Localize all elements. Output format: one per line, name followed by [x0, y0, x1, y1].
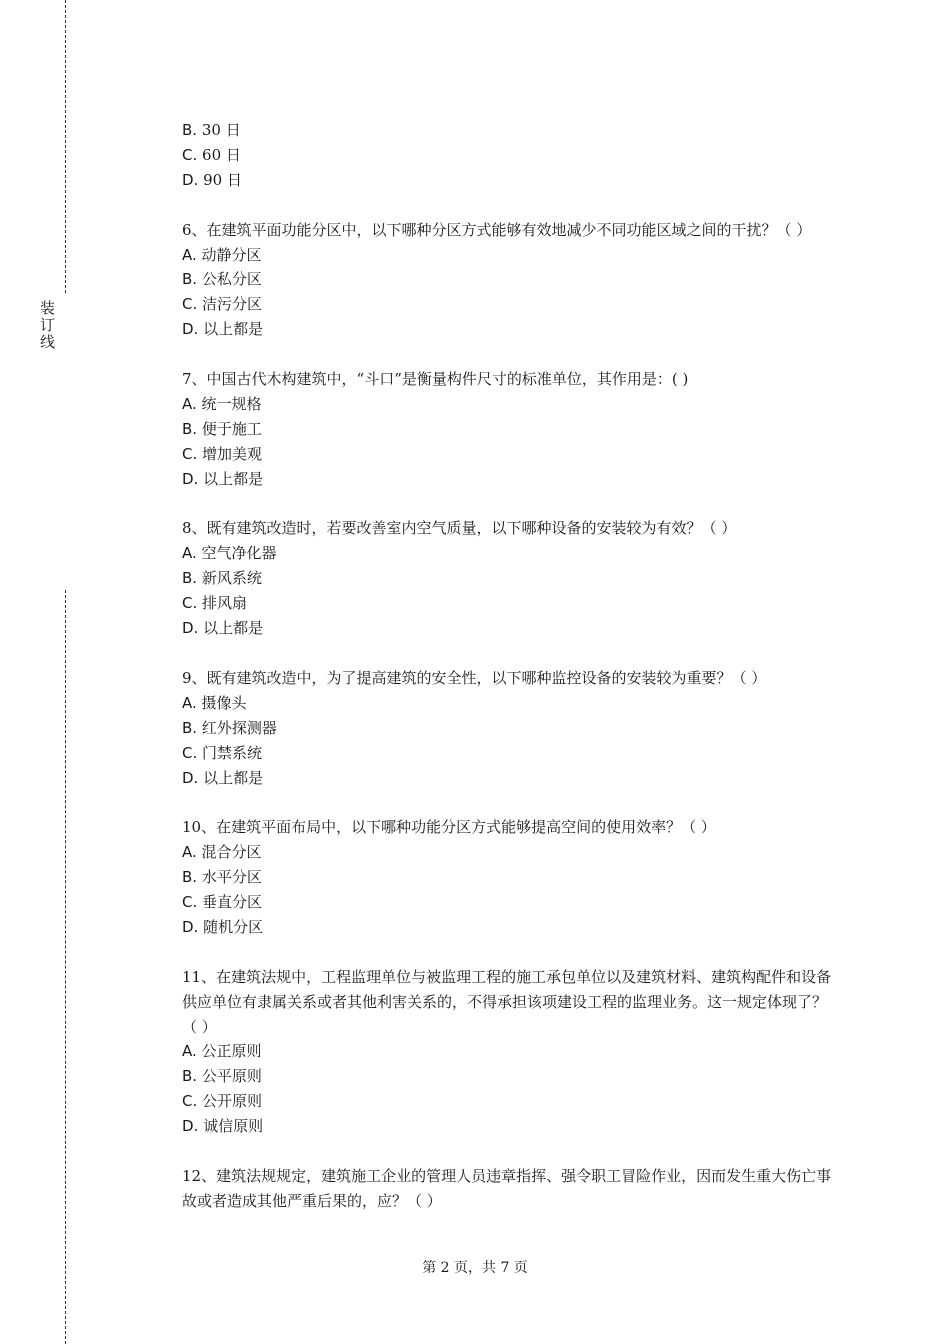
question-9	[182, 666, 838, 791]
option: D. 以上都是	[182, 320, 264, 339]
option: C. 门禁系统	[182, 743, 263, 762]
option: B. 30 日	[182, 121, 241, 139]
option: A. 动静分区	[182, 245, 262, 264]
question-stem: 11、在建筑法规中，工程监理单位与被监理工程的施工承包单位以及建筑材料、建筑构配件和设备供应单位有隶属关系或者其他利害关系的，不得承担该项建设工程的监理业务。这一规定体现了？（ ）	[182, 967, 832, 1036]
question-6	[182, 218, 838, 343]
binding-line-bottom	[65, 590, 66, 1344]
option: A. 公正原则	[182, 1042, 262, 1061]
option: B. 公私分区	[182, 270, 262, 289]
binding-label: 装订线	[38, 300, 56, 351]
option: A. 空气净化器	[182, 544, 277, 563]
question-stem: 6、在建筑平面功能分区中，以下哪种分区方式能够有效地减少不同功能区域之间的干扰？（ ）	[182, 220, 812, 239]
option: B. 便于施工	[182, 419, 262, 438]
question-stem: 10、在建筑平面布局中，以下哪种功能分区方式能够提高空间的使用效率？（ ）	[182, 818, 716, 837]
option: D. 90 日	[182, 170, 242, 189]
question-stem: 8、既有建筑改造时，若要改善室内空气质量，以下哪种设备的安装较为有效？（ ）	[182, 519, 737, 538]
option: D. 诚信原则	[182, 1117, 264, 1136]
option: A. 混合分区	[182, 843, 262, 862]
option: C. 60 日	[182, 145, 241, 164]
option: B. 新风系统	[182, 569, 262, 588]
option: D. 随机分区	[182, 917, 264, 936]
question-7	[182, 367, 838, 492]
question-stem: 9、既有建筑改造中，为了提高建筑的安全性，以下哪种监控设备的安装较为重要？（ ）	[182, 668, 767, 687]
option: B. 红外探测器	[182, 718, 277, 737]
question-10	[182, 815, 838, 940]
page-content	[182, 118, 838, 1239]
question-12	[182, 1164, 838, 1214]
option: C. 公开原则	[182, 1092, 263, 1111]
binding-line-top	[65, 0, 66, 293]
option: D. 以上都是	[182, 469, 264, 488]
option: D. 以上都是	[182, 768, 264, 787]
option: C. 排风扇	[182, 594, 248, 613]
page-footer: 第 2 页，共 7 页	[422, 1260, 528, 1276]
question-stem: 12、建筑法规规定，建筑施工企业的管理人员违章指挥、强令职工冒险作业，因而发生重大伤亡事故或者造成其他严重后果的，应？（ ）	[182, 1166, 832, 1210]
question-11	[182, 965, 838, 1139]
option: A. 统一规格	[182, 394, 262, 413]
option: A. 摄像头	[182, 693, 247, 712]
option: D. 以上都是	[182, 619, 264, 638]
option: B. 公平原则	[182, 1067, 262, 1086]
option: C. 洁污分区	[182, 295, 263, 314]
question-5-continued	[182, 118, 838, 193]
question-stem: 7、中国古代木构建筑中，“斗口”是衡量构件尺寸的标准单位，其作用是：( )	[182, 370, 689, 389]
question-8	[182, 516, 838, 641]
option: C. 垂直分区	[182, 893, 263, 912]
option: B. 水平分区	[182, 868, 262, 887]
option: C. 增加美观	[182, 444, 263, 463]
